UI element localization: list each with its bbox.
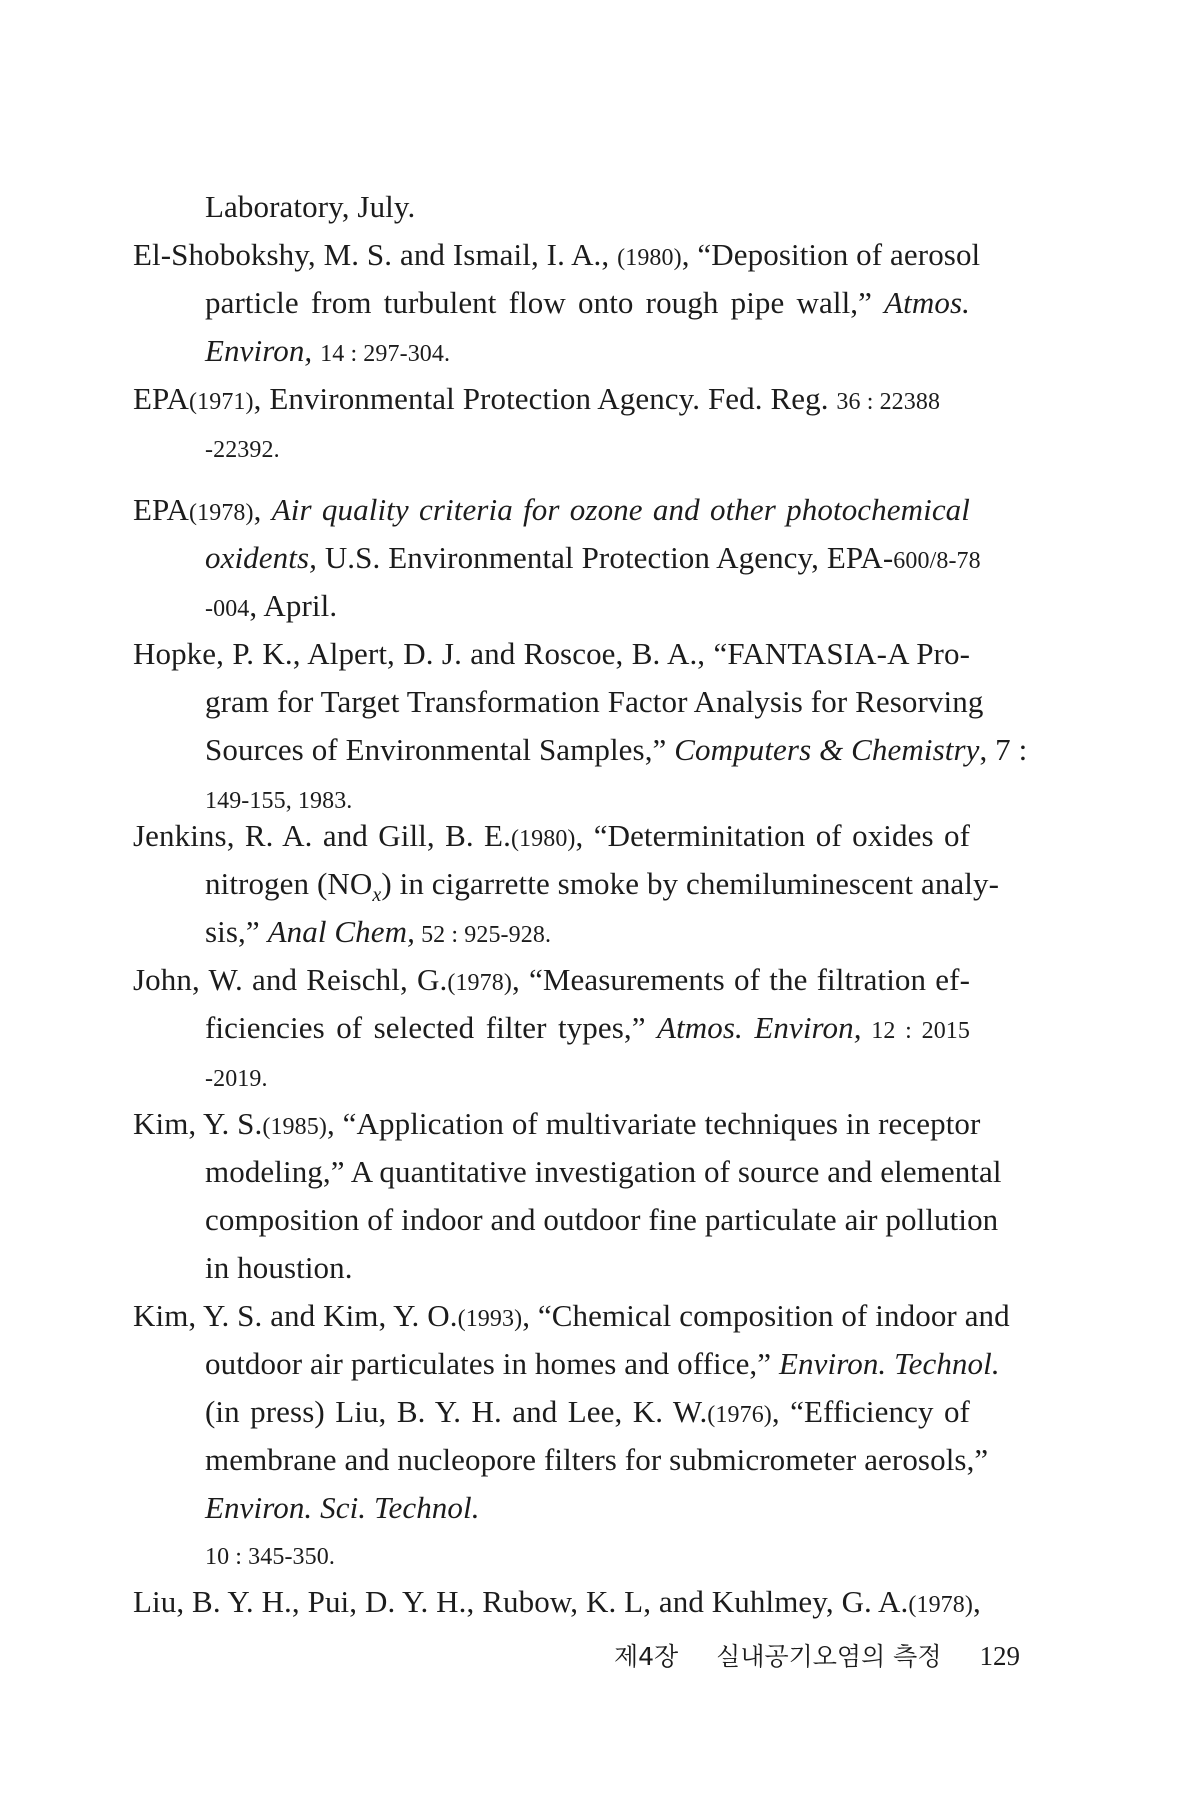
reference-line xyxy=(205,1388,970,1439)
document-title: oxidents, xyxy=(205,540,317,575)
subscript: x xyxy=(372,884,382,907)
reference-entry-liu-1978 xyxy=(133,1578,981,1629)
reference-entry-epa-1971 xyxy=(133,375,940,426)
year: (1978) xyxy=(189,500,254,526)
volume-pages: 149-155, 1983. xyxy=(205,788,353,814)
text-run: EPA xyxy=(133,492,190,527)
text-run: Hopke, P. K., Alpert, D. J. and Roscoe, B. A., “FANTASIA-A Pro- xyxy=(133,636,970,671)
reference-line xyxy=(205,1196,999,1244)
reference-line xyxy=(205,1148,1002,1196)
year: (1976) xyxy=(707,1402,772,1428)
volume-pages: 12 : 2015 xyxy=(861,1018,971,1044)
reference-entry-kim-1985 xyxy=(133,1100,981,1151)
running-footer xyxy=(614,1639,1020,1674)
text-run: , xyxy=(253,492,272,527)
text-run: , April. xyxy=(249,588,338,623)
text-run: EPA xyxy=(133,381,190,416)
volume-pages: 52 : 925-928. xyxy=(414,922,552,948)
document-title: Air quality criteria for ozone and other photochemical xyxy=(271,492,970,527)
year: (1978) xyxy=(908,1592,973,1618)
reference-line xyxy=(205,908,551,959)
volume-pages: 14 : 297-304. xyxy=(320,341,451,367)
year: (1980) xyxy=(510,826,576,852)
text-run: in houstion. xyxy=(205,1250,353,1285)
reference-line xyxy=(205,726,1028,774)
text-run: Laboratory, July. xyxy=(205,189,416,224)
text-run: nitrogen (NO xyxy=(205,866,373,901)
report-number: -004 xyxy=(205,596,250,622)
reference-line xyxy=(205,1244,353,1292)
text-run: sis,” xyxy=(205,914,268,949)
text-run: , “Chemical composition of indoor and xyxy=(522,1298,1010,1333)
text-run: Jenkins, R. A. and Gill, B. E. xyxy=(133,818,511,853)
reference-entry-kim-1993 xyxy=(133,1292,1010,1343)
text-run: gram for Target Transformation Factor Analysis for Resorving xyxy=(205,684,984,719)
text-run: ficiencies of selected filter types,” xyxy=(205,1010,658,1045)
text-run: U.S. Environmental Protection Agency, EPA- xyxy=(316,540,894,575)
reference-entry-hopke xyxy=(133,630,970,678)
reference-entry-jenkins xyxy=(133,812,970,863)
chapter-label: 제4장 xyxy=(614,1642,679,1671)
text-run: outdoor air particulates in homes and office,” xyxy=(205,1346,779,1381)
reference-line xyxy=(205,1340,1000,1388)
reference-entry-john xyxy=(133,956,970,1007)
reference-line xyxy=(205,1530,335,1581)
reference-line xyxy=(205,423,280,474)
text-run: modeling,” A quantitative investigation of source and elemental xyxy=(205,1154,1002,1189)
text-run: , “Determinitation of oxides of xyxy=(575,818,970,853)
text-run: Kim, Y. S. xyxy=(133,1106,263,1141)
text-run: membrane and nucleopore filters for submicrometer aerosols,” xyxy=(205,1442,989,1477)
reference-line xyxy=(205,183,415,231)
journal-name: Atmos. Environ, xyxy=(657,1010,862,1045)
text-run: , “Deposition of aerosol xyxy=(681,237,981,272)
text-run: composition of indoor and outdoor fine particulate air pollution xyxy=(205,1202,999,1237)
reference-line xyxy=(205,534,981,585)
journal-name: Environ. Technol. xyxy=(779,1346,1000,1381)
text-run: , Environmental Protection Agency. Fed. Reg. xyxy=(253,381,837,416)
reference-line xyxy=(205,1436,989,1484)
journal-name: Atmos. xyxy=(884,285,970,320)
year: (1971) xyxy=(189,389,254,415)
text-run: , 7 : xyxy=(979,732,1028,767)
reference-line xyxy=(205,1484,480,1532)
page-number: 129 xyxy=(979,1641,1020,1671)
volume-pages: -2019. xyxy=(205,1066,268,1092)
text-run: John, W. and Reischl, G. xyxy=(133,962,448,997)
journal-name: Computers & Chemistry xyxy=(674,732,980,767)
text-run: Sources of Environmental Samples,” xyxy=(205,732,675,767)
text-run: particle from turbulent flow onto rough pipe wall,” xyxy=(205,285,885,320)
chapter-title: 실내공기오염의 측정 xyxy=(716,1642,942,1671)
volume-pages: -22392. xyxy=(205,437,280,463)
text-run: Liu, B. Y. H., Pui, D. Y. H., Rubow, K. L, and Kuhlmey, G. A. xyxy=(133,1584,909,1619)
report-number: 600/8-78 xyxy=(893,548,981,574)
reference-line xyxy=(205,279,970,327)
reference-line xyxy=(205,582,337,633)
text-run: , “Efficiency of xyxy=(771,1394,970,1429)
year: (1978) xyxy=(447,970,512,996)
text-run: (in press) Liu, B. Y. H. and Lee, K. W. xyxy=(205,1394,708,1429)
journal-name: Anal Chem, xyxy=(267,914,415,949)
year: (1980) xyxy=(617,245,682,271)
year: (1985) xyxy=(262,1114,327,1140)
reference-line xyxy=(205,678,984,726)
volume-pages: 10 : 345-350. xyxy=(205,1544,335,1570)
journal-name: Environ. Sci. Technol. xyxy=(205,1490,480,1525)
year: (1993) xyxy=(457,1306,523,1332)
text-run: , “Application of multivariate techniques in receptor xyxy=(326,1106,981,1141)
text-run: ) in cigarrette smoke by chemiluminescent analy- xyxy=(381,866,1000,901)
reference-line xyxy=(205,327,450,378)
reference-entry-elshobokshy xyxy=(133,231,981,282)
volume-pages: 36 : 22388 xyxy=(836,389,941,415)
text-run: , xyxy=(972,1584,981,1619)
reference-entry-epa-1978 xyxy=(133,486,970,537)
text-run: Kim, Y. S. and Kim, Y. O. xyxy=(133,1298,458,1333)
reference-line xyxy=(205,1052,268,1103)
journal-name: Environ, xyxy=(205,333,313,368)
text-run: , “Measurements of the filtration ef- xyxy=(511,962,971,997)
reference-line xyxy=(205,1004,970,1055)
text-run: El-Shobokshy, M. S. and Ismail, I. A., xyxy=(133,237,618,272)
